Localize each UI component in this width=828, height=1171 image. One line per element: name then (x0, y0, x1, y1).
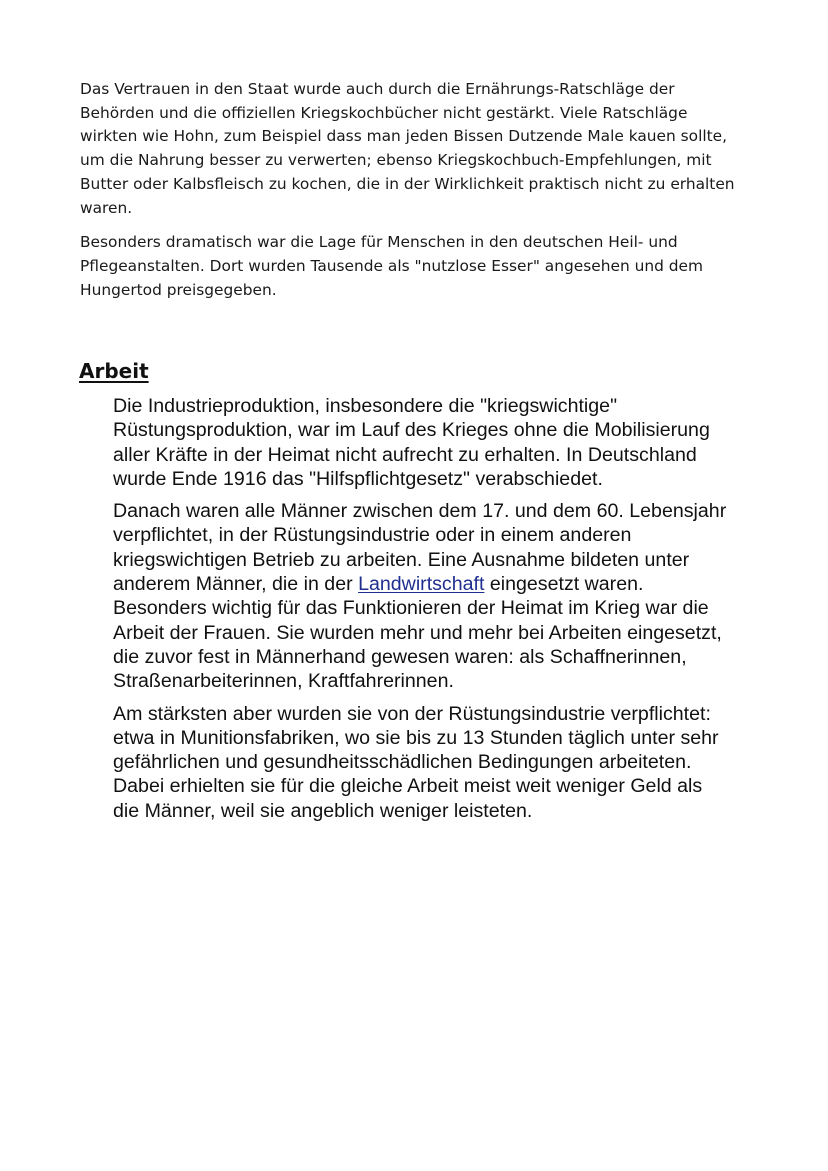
landwirtschaft-link[interactable]: Landwirtschaft (358, 573, 485, 596)
arbeit-paragraph-munitions: Am stärksten aber wurden sie von der Rüstungsindustrie verpflichtet: etwa in Munitionsfabriken, wo sie bis zu 13 Stunden täglich unter sehr gefährlichen und gesundheitsschädlichen Bedingungen arbeiteten. Dabei erhielten sie für die gleiche Arbeit meist weit weniger Geld als die Männer, weil sie angeblich weniger leisteten. (113, 702, 719, 822)
arbeit-paragraph-women: Besonders wichtig für das Funktionieren der Heimat im Krieg war die Arbeit der Frauen. Sie wurden mehr und mehr bei Arbeiten eingesetzt, die zuvor fest in Männerhand gewesen waren: als Schaffnerinnen, Straßenarbeiterinnen, Kraftfahrerinnen. (113, 597, 722, 693)
arbeit-paragraph-men (113, 499, 733, 596)
intro-text (80, 78, 740, 313)
arbeit-paragraph-men-tail: eingesetzt waren. (484, 573, 644, 596)
section-heading-arbeit: Arbeit (79, 359, 149, 383)
intro-paragraph-asylums: Besonders dramatisch war die Lage für Menschen in den deutschen Heil- und Pflegeanstalten. Dort wurden Tausende als "nutzlose Esser" angesehen und dem Hungertod preisgegeben. (80, 233, 703, 299)
arbeit-paragraph-industry: Die Industrieproduktion, insbesondere die "kriegswichtige" Rüstungsproduktion, war im Lauf des Krieges ohne die Mobilisierung aller Kräfte in der Heimat nicht aufrecht zu erhalten. In Deutschland wurde Ende 1916 das "Hilfspflichtgesetz" verabschiedet. (113, 395, 710, 490)
intro-paragraph-trust: Das Vertrauen in den Staat wurde auch durch die Ernährungs-Ratschläge der Behörden und die offiziellen Kriegskochbücher nicht gestärkt. Viele Ratschläge wirkten wie Hohn, zum Beispiel dass man jeden Bissen Dutzende Male kauen sollte, um die Nahrung besser zu verwerten; ebenso Kriegskochbuch-Empfehlungen, mit Butter oder Kalbsfleisch zu kochen, die in der Wirklichkeit praktisch nicht zu erhalten waren. (80, 80, 735, 217)
arbeit-section-body (113, 394, 733, 831)
arbeit-paragraph-men-text: Danach waren alle Männer zwischen dem 17. und dem 60. Lebensjahr verpflichtet, in der Rüstungsindustrie oder in einem anderen kriegswichtigen Betrieb zu arbeiten. Eine Ausnahme bildeten unter anderem Männer, die in der (113, 500, 727, 596)
